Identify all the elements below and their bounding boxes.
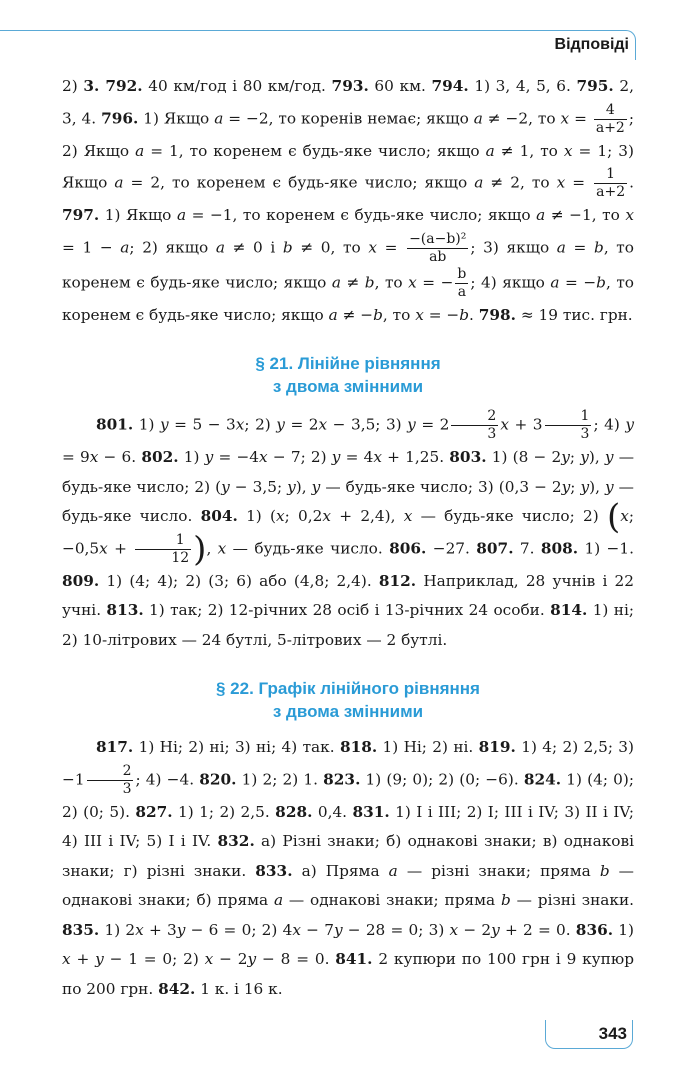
fraction: $\frac{1}{a+2}$ <box>596 166 626 200</box>
fraction: $\frac{1}{3}$ <box>545 408 592 443</box>
page-header-title: Відповіді <box>554 36 629 53</box>
section-22-title: § 22. Графік лінійного рівняння з двома змінними <box>216 679 480 721</box>
fraction: $\frac{2}{3}$ <box>451 408 498 443</box>
fraction: $\frac{\text{−(a−b)²}}{ab}$ <box>409 230 467 265</box>
answers-block-22: 817. 1) Ні; 2) ні; 3) ні; 4) так. 818. 1) Ні; 2) ні. 819. 1) 4; 2) 2,5; 3) −1 $\frac{2}{3}$ ; 4) −4. 820. 1) 2; 2) 1. 823. 1) (9; 0); 2) (0; −6). 824. 1) (4; 0); 2) (0; 5). 827. 1) 1; 2) 2,5. 828. 0,4. 831. 1) I і III; 2) I; III і IV; 3) II і IV; 4) III і IV; 5) I і IV. 832. а) Різні знаки; б) однакові знаки; в) однакові знаки; г) різні знаки. 833. а) Пряма a — різні знаки; пряма b — однакові знаки; б) пряма a — однакові знаки; пряма b — різні знаки. 835. 1) 2x + 3y − 6 = 0; 2) 4x − 7y − 28 = 0; 3) x − 2y + 2 = 0. 836. 1) x + y − 1 = 0; 2) x − 2y − 8 = 0. 841. 2 купюри по 100 грн і 9 купюр по 200 грн. 842. 1 к. і 16 к. <box>62 738 635 998</box>
fraction: $\frac{2}{3}$ <box>87 763 134 798</box>
answers-block-20: 2) 3. 792. 40 км/год і 80 км/год. 793. 60 км. 794. 1) 3, 4, 5, 6. 795. 2, 3, 4. 796. 1) Якщо a = −2, то коренів немає; якщо a ≠ −2, то x = $\frac{4}{a+2}$ ; 2) Якщо a = 1, то коренем є будь-яке число; якщо a ≠ 1, то x = 1; 3) Якщо a = 2, то коренем є будь-яке число; якщо a ≠ 2, то x = $\frac{1}{a+2}$ . 797. 1) Якщо a = −1, то коренем є будь-яке число; якщо a ≠ −1, то x = 1 − a; 2) якщо a ≠ 0 і b ≠ 0, то x = $\frac{\text{−(a−b)²}}{ab}$ ; 3) якщо a = b, то коренем є будь-яке число; якщо a ≠ b, то x = − $\frac{b}{a}$ ; 4) якщо a = −b, то коренем є будь-яке число; якщо a ≠ −b, то x = −b. 798. ≈ 19 тис. грн. <box>62 77 634 324</box>
fraction: $\frac{b}{a}$ <box>457 265 467 300</box>
header-frame <box>0 30 636 60</box>
answers-block-21: 801. 1) y = 5 − 3x; 2) y = 2x − 3,5; 3) y = 2 $\frac{2}{3}$ x + 3 $\frac{1}{3}$ ; 4) y = 9x − 6. 802. 1) y = −4x − 7; 2) y = 4x + 1,25. 803. 1) (8 − 2y; y), y — будь-яке число; 2) (y − 3,5; y), y — будь-яке число; 3) (0,3 − 2y; y), y — будь-яке число. 804. 1) (x; 0,2x + 2,4), x — будь-яке число; 2) (x; −0,5x + $\frac{1}{12}$ ), x — будь-яке число. 806. −27. 807. 7. 808. 1) −1. 809. 1) (4; 4); 2) (3; 6) або (4,8; 2,4). 812. Наприклад, 28 учнів і 22 учні. 813. 1) так; 2) 12-річних 28 осіб і 13-річних 24 особи. 814. 1) ні; 2) 10-літрових — 24 бутлі, 5-літрових — 2 бутлі. <box>62 408 635 649</box>
section-21-title: § 21. Лінійне рівняння з двома змінними <box>255 354 441 396</box>
fraction: $\frac{4}{a+2}$ <box>595 101 625 136</box>
answers-content <box>62 72 634 1004</box>
page-number: 343 <box>598 1024 627 1043</box>
fraction: $\frac{1}{12}$ <box>135 532 191 567</box>
